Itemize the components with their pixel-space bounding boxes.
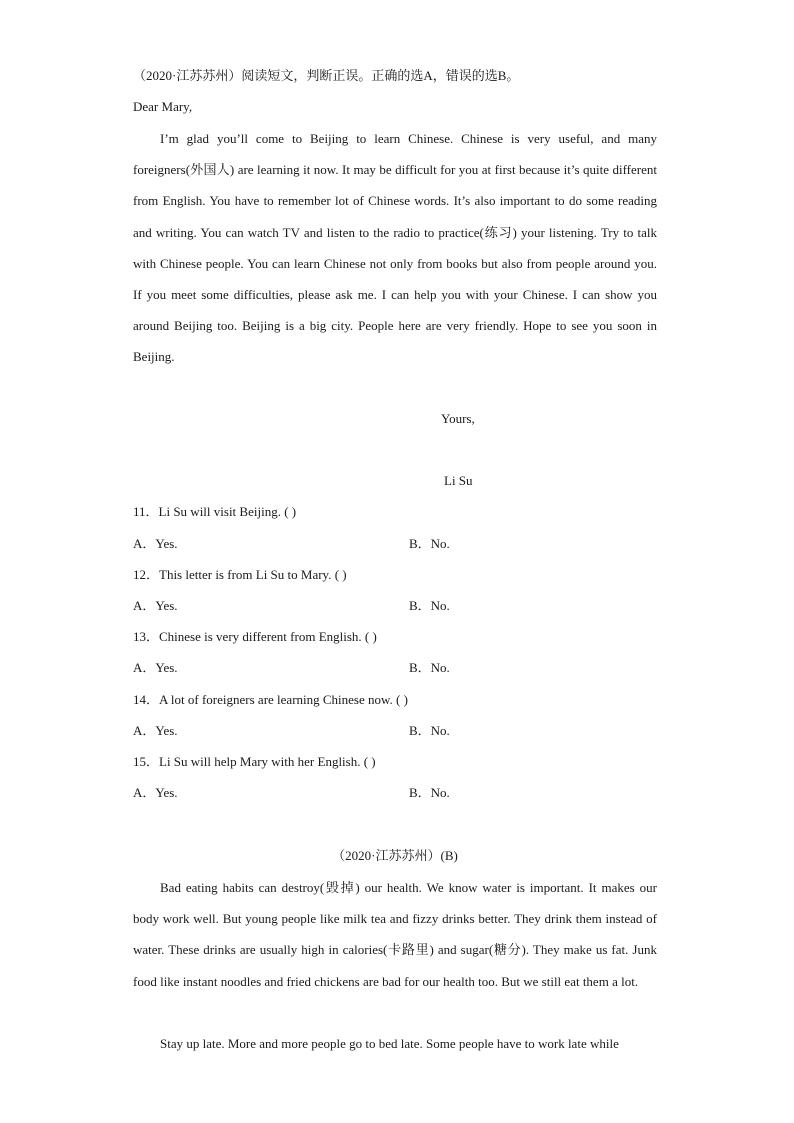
question-stem: 13．Chinese is very different from English. ( ) xyxy=(133,629,377,644)
option-a[interactable]: A．Yes. xyxy=(133,723,178,738)
option-b[interactable]: B．No. xyxy=(409,723,450,738)
option-b[interactable]: B．No. xyxy=(409,660,450,675)
option-a[interactable]: A．Yes. xyxy=(133,785,178,800)
section-b-heading: （2020·江苏苏州）(B) xyxy=(332,848,458,863)
section-b-paragraph-1: Bad eating habits can destroy(毁掉) our health. We know water is important. It makes our body work well. But young people like milk tea and fizzy drinks better. They drink them instead of water. These drinks are usually high in calories(卡路里) and sugar(糖分). They make us fat. Junk food like instant noodles and fried chickens are bad for our health too. But we still eat them a lot. xyxy=(133,880,657,989)
letter-signature: Li Su xyxy=(444,473,473,488)
option-b[interactable]: B．No. xyxy=(409,598,450,613)
option-b[interactable]: B．No. xyxy=(409,785,450,800)
option-b[interactable]: B．No. xyxy=(409,536,450,551)
letter-closing: Yours, xyxy=(441,411,475,426)
question-stem: 15．Li Su will help Mary with her English. ( ) xyxy=(133,754,376,769)
option-a[interactable]: A．Yes. xyxy=(133,660,178,675)
option-a[interactable]: A．Yes. xyxy=(133,598,178,613)
section-a-heading: （2020·江苏苏州）阅读短文，判断正误。正确的选A，错误的选B。 xyxy=(133,68,520,83)
question-stem: 11．Li Su will visit Beijing. ( ) xyxy=(133,504,297,519)
letter-body: I’m glad you’ll come to Beijing to learn Chinese. Chinese is very useful, and many foreigners(外国人) are learning it now. It may be difficult for you at first because it’s quite different from English. You have to remember lot of Chinese words. It’s also important to do some reading and writing. You can watch TV and listen to the radio to practice(练习) your listening. Try to talk with Chinese people. You can learn Chinese not only from books but also from people around you. If you meet some difficulties, please ask me. I can help you with your Chinese. I can show you around Beijing too. Beijing is a big city. People here are very friendly. Hope to see you soon in Beijing. xyxy=(133,131,657,365)
question-stem: 14．A lot of foreigners are learning Chinese now. ( ) xyxy=(133,692,408,707)
option-a[interactable]: A．Yes. xyxy=(133,536,178,551)
section-b-paragraph-2: Stay up late. More and more people go to bed late. Some people have to work late while xyxy=(160,1036,619,1051)
question-stem: 12．This letter is from Li Su to Mary. ( ) xyxy=(133,567,347,582)
letter-salutation: Dear Mary, xyxy=(133,99,193,114)
